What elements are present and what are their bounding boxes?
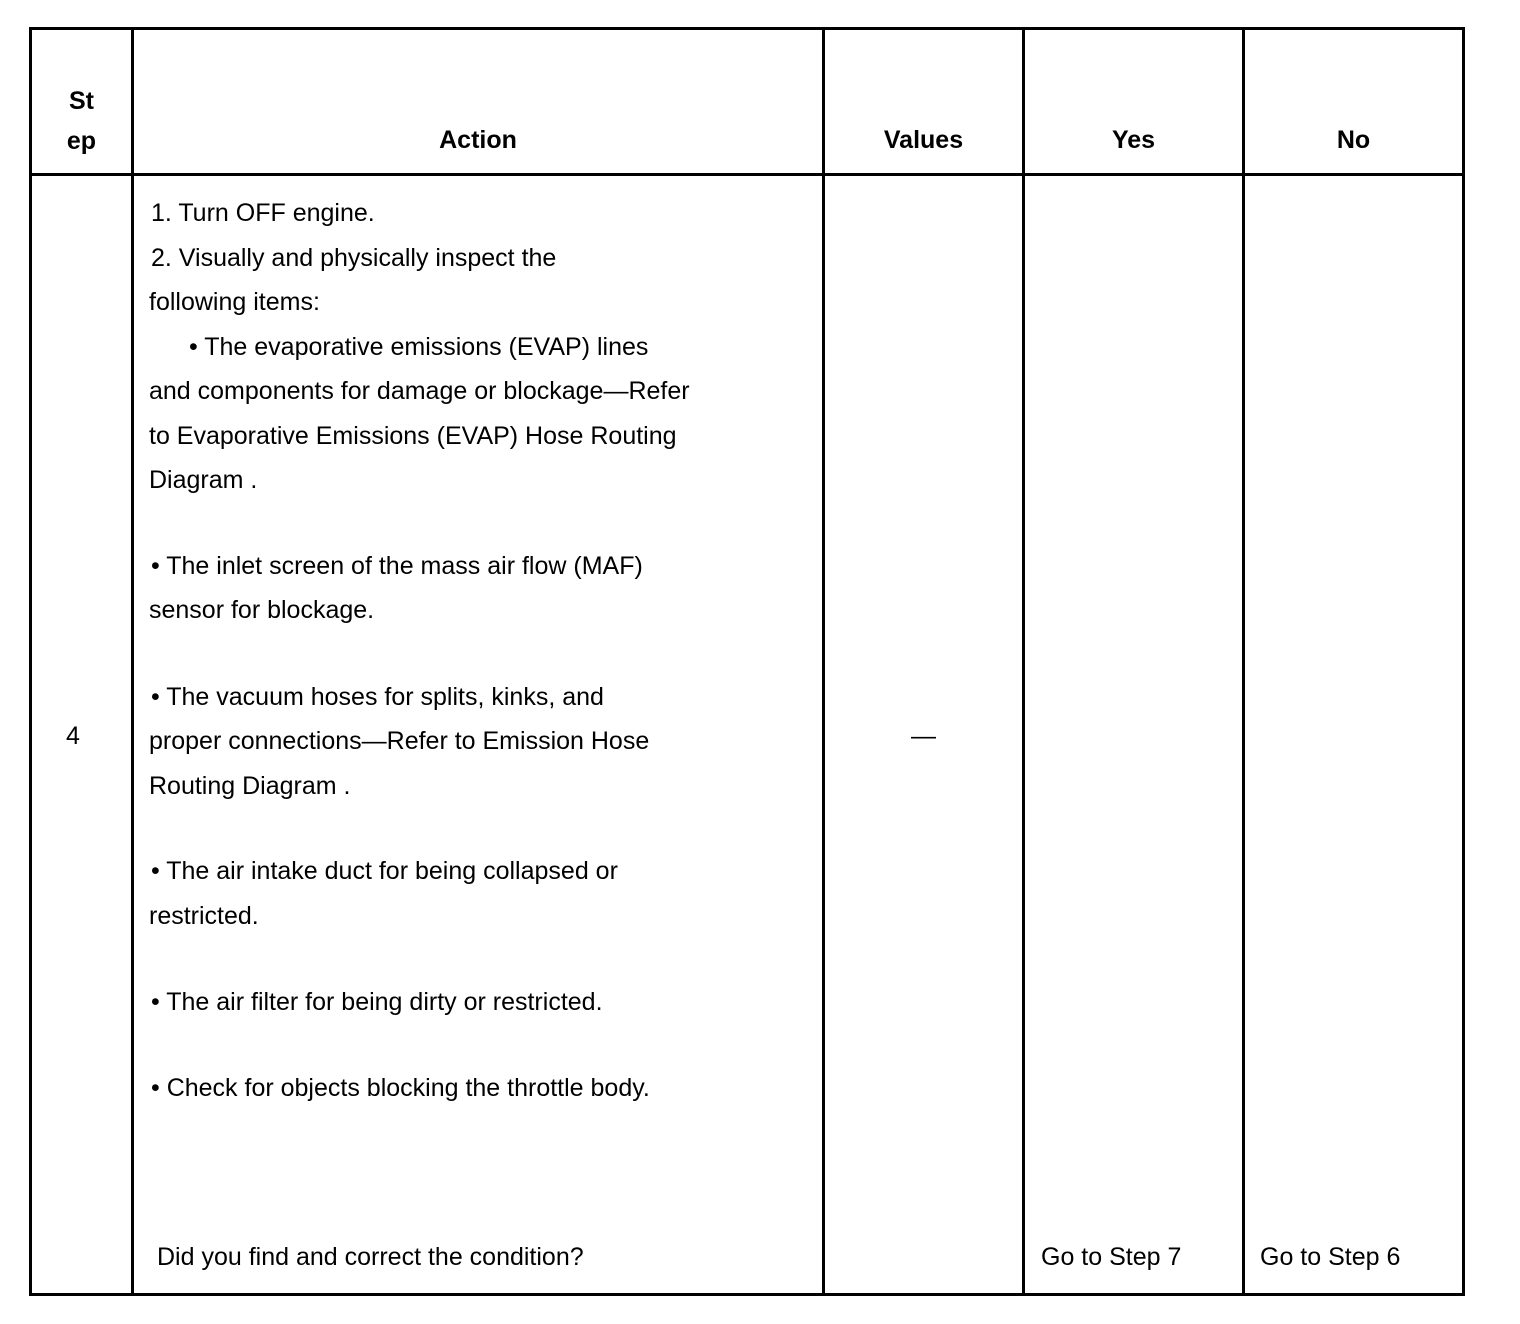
table-border-right bbox=[1462, 27, 1465, 1296]
column-divider-yes-no bbox=[1242, 27, 1245, 1296]
action-line: • The air filter for being dirty or restricted. bbox=[151, 988, 603, 1016]
values-dash: — bbox=[911, 722, 936, 750]
yes-outcome: Go to Step 7 bbox=[1041, 1243, 1182, 1271]
header-values: Values bbox=[883, 126, 964, 154]
column-divider-step-action bbox=[131, 27, 134, 1296]
action-line: • The vacuum hoses for splits, kinks, and bbox=[151, 683, 604, 711]
action-line: • Check for objects blocking the throttle body. bbox=[151, 1074, 650, 1102]
step-number: 4 bbox=[66, 722, 80, 750]
action-line: following items: bbox=[149, 288, 320, 316]
header-step bbox=[32, 81, 131, 161]
no-outcome: Go to Step 6 bbox=[1260, 1243, 1401, 1271]
action-line: • The air intake duct for being collapsed or bbox=[151, 857, 618, 885]
header-step-line2: ep bbox=[66, 127, 97, 155]
action-line: • The inlet screen of the mass air flow (MAF) bbox=[151, 552, 643, 580]
column-divider-action-values bbox=[822, 27, 825, 1296]
diagnostic-table bbox=[29, 27, 1465, 1296]
action-line: 1. Turn OFF engine. bbox=[151, 199, 375, 227]
action-line: 2. Visually and physically inspect the bbox=[151, 244, 557, 272]
action-line: sensor for blockage. bbox=[149, 596, 375, 624]
header-action: Action bbox=[439, 126, 517, 154]
action-line: and components for damage or blockage—Refer bbox=[149, 377, 690, 405]
action-question: Did you find and correct the condition? bbox=[157, 1243, 584, 1271]
action-line: to Evaporative Emissions (EVAP) Hose Routing bbox=[149, 422, 677, 450]
header-divider bbox=[29, 173, 1465, 176]
action-line: Diagram . bbox=[149, 466, 258, 494]
header-yes: Yes bbox=[1111, 126, 1156, 154]
action-line: • The evaporative emissions (EVAP) lines bbox=[189, 333, 649, 361]
action-line: restricted. bbox=[149, 902, 259, 930]
action-line: proper connections—Refer to Emission Hose bbox=[149, 727, 650, 755]
action-line: Routing Diagram . bbox=[149, 772, 351, 800]
column-divider-values-yes bbox=[1022, 27, 1025, 1296]
table-border-top bbox=[29, 27, 1465, 30]
header-step-line1: St bbox=[69, 87, 94, 115]
table-border-left bbox=[29, 27, 32, 1296]
table-border-bottom bbox=[29, 1293, 1465, 1296]
header-no: No bbox=[1336, 126, 1371, 154]
